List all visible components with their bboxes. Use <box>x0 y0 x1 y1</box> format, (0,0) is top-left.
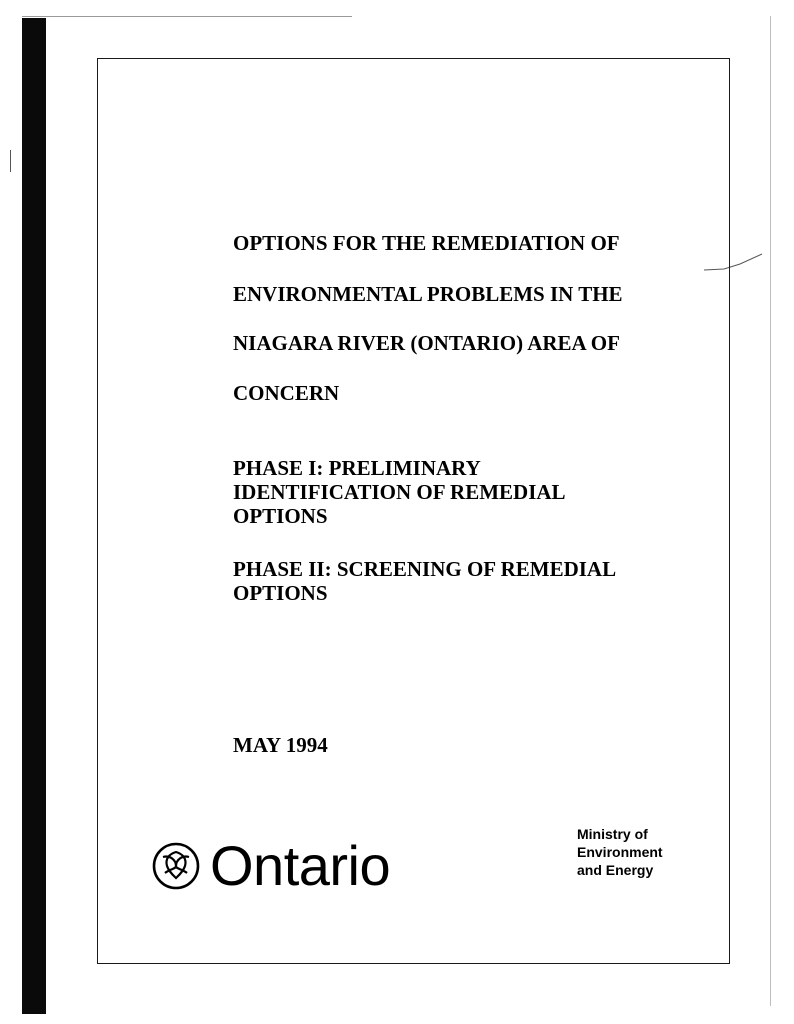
ontario-logo <box>152 836 390 896</box>
ministry-line-2: Environment <box>577 844 663 860</box>
phase-1-heading <box>233 456 566 528</box>
publication-date: MAY 1994 <box>233 733 328 757</box>
phase-2-line-1: PHASE II: SCREENING OF REMEDIAL <box>233 557 617 581</box>
phase-2-heading <box>233 557 616 605</box>
title-line-4: CONCERN <box>233 381 340 405</box>
scan-binding-edge <box>22 18 46 1014</box>
phase-1-line-1: PHASE I: PRELIMINARY <box>233 456 481 480</box>
phase-1-line-3: OPTIONS <box>233 504 328 528</box>
scan-top-rule <box>22 16 352 17</box>
ministry-line-3: and Energy <box>577 862 654 878</box>
title-line-3: NIAGARA RIVER (ONTARIO) AREA OF <box>233 331 620 355</box>
scan-margin-mark <box>10 150 11 172</box>
ministry-name <box>577 825 663 879</box>
title-line-2: ENVIRONMENTAL PROBLEMS IN THE <box>233 282 623 306</box>
trillium-icon <box>152 842 200 890</box>
phase-2-line-2: OPTIONS <box>233 581 328 605</box>
scan-right-edge <box>770 16 771 1006</box>
phase-1-line-2: IDENTIFICATION OF REMEDIAL <box>233 480 566 504</box>
title-line-1: OPTIONS FOR THE REMEDIATION OF <box>233 231 620 255</box>
ontario-wordmark: Ontario <box>210 834 391 897</box>
ministry-line-1: Ministry of <box>577 826 648 842</box>
